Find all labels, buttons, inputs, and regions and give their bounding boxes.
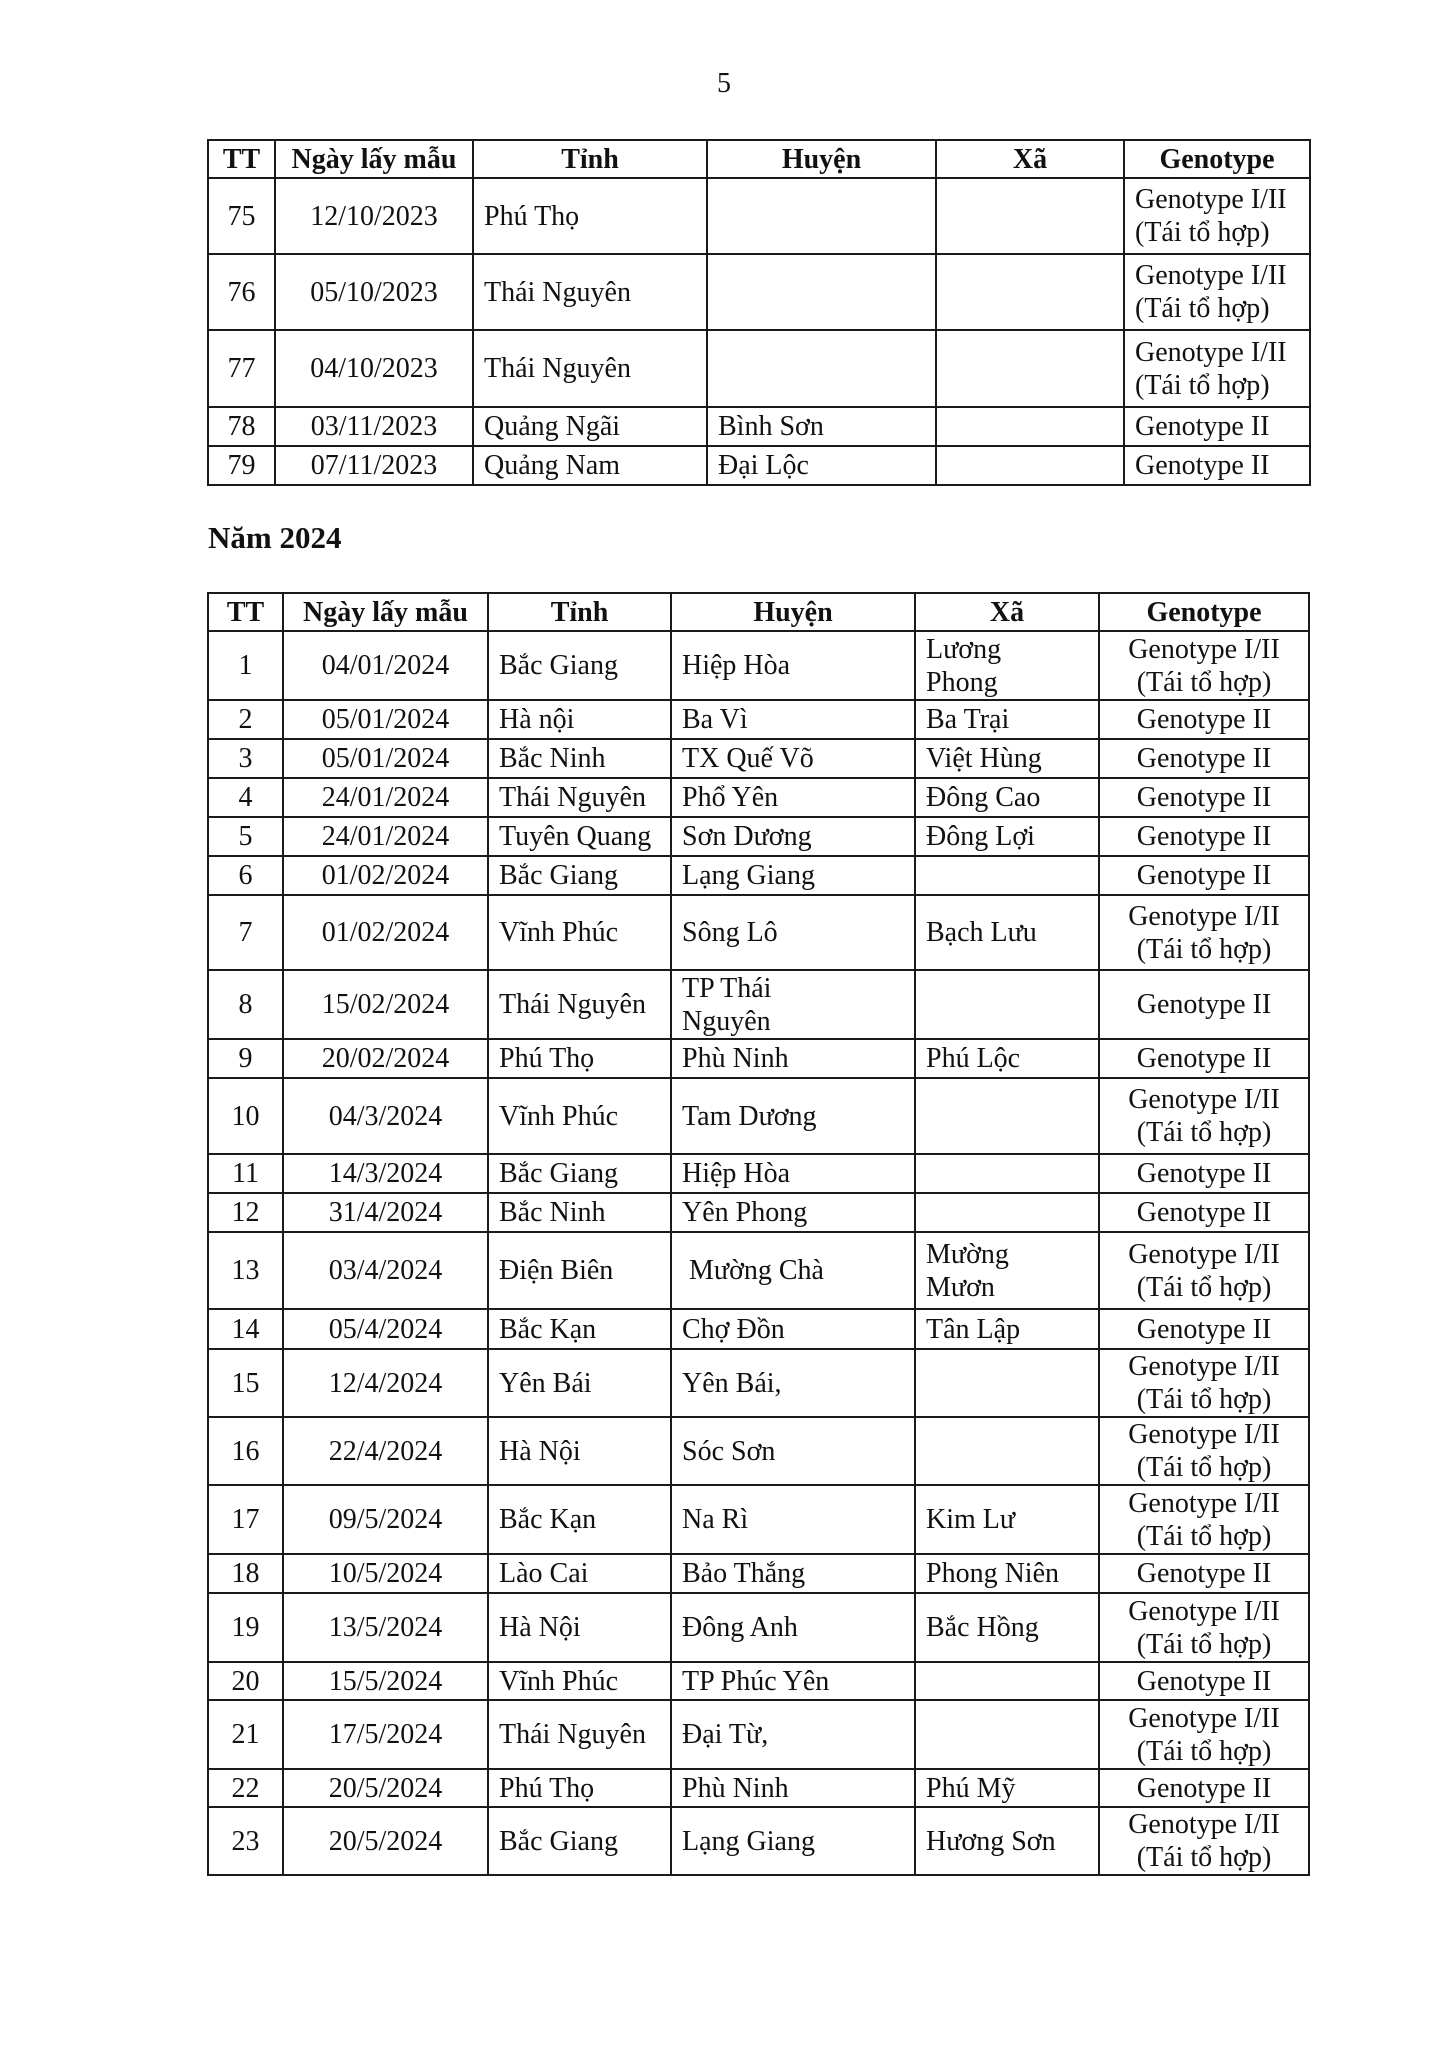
cell-province: Bắc Giang xyxy=(488,631,671,700)
cell-genotype-line: Genotype II xyxy=(1136,1665,1272,1697)
cell-province: Điện Biên xyxy=(488,1232,671,1309)
cell-genotype-line: (Tái tổ hợp) xyxy=(1136,1117,1272,1148)
cell-genotype-line: Genotype II xyxy=(1136,989,1272,1020)
cell-province: Bắc Kạn xyxy=(488,1309,671,1349)
cell-genotype-line: Genotype II xyxy=(1136,782,1272,813)
cell-tt: 78 xyxy=(208,407,275,446)
cell-province: Vĩnh Phúc xyxy=(488,1078,671,1154)
cell-sample-date: 04/01/2024 xyxy=(283,631,488,700)
header-province: Tỉnh xyxy=(473,140,707,178)
cell-province: Hà Nội xyxy=(488,1417,671,1485)
table-row xyxy=(208,895,1309,970)
cell-genotype-line: Genotype II xyxy=(1136,1158,1272,1189)
cell-commune-line: Ba Trại xyxy=(926,704,1010,735)
cell-district-line: Sông Lô xyxy=(682,917,778,948)
cell-sample-date: 15/02/2024 xyxy=(283,970,488,1039)
cell-commune xyxy=(915,1349,1099,1417)
cell-genotype-line: Genotype II xyxy=(1136,1313,1272,1345)
cell-genotype xyxy=(1099,1700,1309,1769)
cell-district-line: Phù Ninh xyxy=(682,1772,789,1804)
cell-district xyxy=(707,330,936,407)
cell-province: Thái Nguyên xyxy=(473,330,707,407)
cell-district-line: Bảo Thắng xyxy=(682,1558,806,1589)
cell-tt: 75 xyxy=(208,178,275,254)
cell-district xyxy=(707,254,936,330)
cell-district-line: Ba Vì xyxy=(682,704,748,735)
cell-district xyxy=(671,1309,915,1349)
cell-commune-line: Phú Lộc xyxy=(926,1043,1021,1074)
cell-commune xyxy=(915,1662,1099,1700)
cell-sample-date: 04/10/2023 xyxy=(275,330,473,407)
cell-tt: 6 xyxy=(208,856,283,895)
table-row xyxy=(208,739,1309,778)
cell-district-line: TX Quế Võ xyxy=(682,743,814,774)
cell-tt: 23 xyxy=(208,1807,283,1875)
table-row xyxy=(208,970,1309,1039)
cell-commune-line: Phong Niên xyxy=(926,1558,1059,1589)
cell-province: Quảng Ngãi xyxy=(473,407,707,446)
cell-district-line: Na Rì xyxy=(682,1504,749,1535)
header-sample-date: Ngày lấy mẫu xyxy=(275,140,473,178)
cell-commune xyxy=(915,817,1099,856)
cell-district xyxy=(671,856,915,895)
cell-tt: 19 xyxy=(208,1593,283,1662)
cell-commune-line: Việt Hùng xyxy=(926,743,1042,774)
cell-district xyxy=(671,1154,915,1193)
cell-genotype-line: Genotype I/II xyxy=(1128,1487,1280,1519)
cell-genotype-line: (Tái tổ hợp) xyxy=(1136,1271,1272,1303)
cell-district-line: Đại Từ, xyxy=(682,1719,769,1750)
cell-commune-line: Đông Cao xyxy=(926,782,1041,813)
cell-province: Vĩnh Phúc xyxy=(488,1662,671,1700)
cell-genotype-line: Genotype II xyxy=(1135,411,1270,442)
cell-sample-date: 31/4/2024 xyxy=(283,1193,488,1232)
genotype-table-2023 xyxy=(207,139,1311,486)
cell-commune-line: Bắc Hồng xyxy=(926,1612,1039,1643)
cell-genotype-line: Genotype I/II xyxy=(1128,1351,1280,1382)
cell-province: Thái Nguyên xyxy=(488,778,671,817)
cell-commune xyxy=(915,1554,1099,1593)
table-row xyxy=(208,631,1309,700)
table-row xyxy=(208,407,1310,446)
cell-genotype xyxy=(1099,1039,1309,1078)
cell-tt: 12 xyxy=(208,1193,283,1232)
header-sample-date: Ngày lấy mẫu xyxy=(283,593,488,631)
table-row xyxy=(208,1154,1309,1193)
cell-sample-date: 20/5/2024 xyxy=(283,1769,488,1807)
cell-district-line: Sơn Dương xyxy=(682,821,812,852)
cell-commune xyxy=(915,700,1099,739)
table-row xyxy=(208,446,1310,485)
table-row xyxy=(208,778,1309,817)
cell-genotype xyxy=(1099,970,1309,1039)
cell-genotype-line: (Tái tổ hợp) xyxy=(1136,1735,1272,1767)
table-row xyxy=(208,1193,1309,1232)
cell-commune-line: Tân Lập xyxy=(926,1313,1021,1345)
cell-tt: 5 xyxy=(208,817,283,856)
cell-commune-line: Mươn xyxy=(926,1271,995,1303)
header-district: Huyện xyxy=(707,140,936,178)
cell-province: Vĩnh Phúc xyxy=(488,895,671,970)
cell-genotype xyxy=(1099,700,1309,739)
cell-genotype xyxy=(1124,330,1310,407)
cell-genotype xyxy=(1099,895,1309,970)
cell-genotype-line: (Tái tổ hợp) xyxy=(1135,293,1270,324)
cell-sample-date: 07/11/2023 xyxy=(275,446,473,485)
cell-tt: 9 xyxy=(208,1039,283,1078)
header-province: Tỉnh xyxy=(488,593,671,631)
cell-sample-date: 13/5/2024 xyxy=(283,1593,488,1662)
table-row xyxy=(208,1417,1309,1485)
cell-district xyxy=(671,1193,915,1232)
cell-sample-date: 12/10/2023 xyxy=(275,178,473,254)
cell-tt: 17 xyxy=(208,1485,283,1554)
cell-tt: 77 xyxy=(208,330,275,407)
cell-sample-date: 04/3/2024 xyxy=(283,1078,488,1154)
cell-genotype-line: Genotype II xyxy=(1136,1772,1272,1804)
cell-commune-line: Hương Sơn xyxy=(926,1825,1056,1857)
cell-genotype-line: Genotype II xyxy=(1136,743,1272,774)
cell-genotype-line: Genotype II xyxy=(1136,704,1272,735)
cell-district xyxy=(671,1349,915,1417)
cell-genotype xyxy=(1124,446,1310,485)
cell-district-line: Mường Chà xyxy=(682,1255,824,1286)
cell-genotype-line: (Tái tổ hợp) xyxy=(1136,1384,1272,1415)
cell-commune xyxy=(936,178,1124,254)
cell-district-line: Phổ Yên xyxy=(682,782,779,813)
cell-genotype xyxy=(1099,1154,1309,1193)
header-district: Huyện xyxy=(671,593,915,631)
cell-tt: 8 xyxy=(208,970,283,1039)
cell-commune-line: Lương xyxy=(926,633,1002,665)
cell-district xyxy=(671,817,915,856)
cell-district-line: Lạng Giang xyxy=(682,860,815,891)
cell-district: Đại Lộc xyxy=(707,446,936,485)
cell-genotype-line: Genotype II xyxy=(1136,821,1272,852)
cell-sample-date: 03/11/2023 xyxy=(275,407,473,446)
cell-district xyxy=(671,970,915,1039)
cell-commune-line: Bạch Lưu xyxy=(926,917,1037,948)
cell-province: Bắc Kạn xyxy=(488,1485,671,1554)
cell-district-line: Hiệp Hòa xyxy=(682,650,791,681)
cell-sample-date: 17/5/2024 xyxy=(283,1700,488,1769)
cell-district xyxy=(671,1078,915,1154)
table-row xyxy=(208,817,1309,856)
table-row xyxy=(208,1039,1309,1078)
cell-tt: 13 xyxy=(208,1232,283,1309)
cell-province: Bắc Giang xyxy=(488,1154,671,1193)
table-row xyxy=(208,254,1310,330)
cell-sample-date: 20/5/2024 xyxy=(283,1807,488,1875)
cell-genotype xyxy=(1099,1232,1309,1309)
cell-district-line: Yên Bái, xyxy=(682,1367,782,1399)
cell-tt: 16 xyxy=(208,1417,283,1485)
cell-sample-date: 05/10/2023 xyxy=(275,254,473,330)
genotype-table-2024 xyxy=(207,592,1310,1876)
cell-genotype xyxy=(1099,1485,1309,1554)
cell-genotype xyxy=(1124,178,1310,254)
table-header-row xyxy=(208,593,1309,631)
cell-district xyxy=(671,631,915,700)
cell-district xyxy=(671,700,915,739)
cell-district xyxy=(671,1039,915,1078)
cell-province: Phú Thọ xyxy=(488,1769,671,1807)
table-row xyxy=(208,330,1310,407)
cell-district-line: Lạng Giang xyxy=(682,1825,815,1857)
cell-tt: 3 xyxy=(208,739,283,778)
cell-sample-date: 24/01/2024 xyxy=(283,817,488,856)
table-row xyxy=(208,1554,1309,1593)
cell-province: Bắc Ninh xyxy=(488,1193,671,1232)
cell-genotype xyxy=(1124,407,1310,446)
cell-genotype xyxy=(1099,1807,1309,1875)
cell-commune-line: Phú Mỹ xyxy=(926,1772,1016,1804)
cell-genotype xyxy=(1099,1417,1309,1485)
cell-genotype-line: (Tái tổ hợp) xyxy=(1135,369,1270,401)
cell-district xyxy=(671,1769,915,1807)
cell-province: Lào Cai xyxy=(488,1554,671,1593)
cell-district-line: Đông Anh xyxy=(682,1612,798,1643)
table-row xyxy=(208,1662,1309,1700)
cell-tt: 11 xyxy=(208,1154,283,1193)
cell-district xyxy=(671,1807,915,1875)
cell-genotype-line: Genotype I/II xyxy=(1128,1702,1280,1734)
cell-tt: 22 xyxy=(208,1769,283,1807)
cell-genotype xyxy=(1124,254,1310,330)
cell-sample-date: 20/02/2024 xyxy=(283,1039,488,1078)
cell-province: Thái Nguyên xyxy=(488,970,671,1039)
cell-province: Hà Nội xyxy=(488,1593,671,1662)
cell-district xyxy=(707,178,936,254)
cell-district xyxy=(671,1485,915,1554)
cell-genotype xyxy=(1099,1769,1309,1807)
cell-district xyxy=(671,739,915,778)
cell-province: Bắc Ninh xyxy=(488,739,671,778)
cell-commune-line: Mường xyxy=(926,1238,1009,1270)
cell-commune xyxy=(936,407,1124,446)
cell-district xyxy=(671,1700,915,1769)
cell-genotype xyxy=(1099,1662,1309,1700)
table-row xyxy=(208,700,1309,739)
cell-district-line: Tam Dương xyxy=(682,1100,817,1132)
table-row xyxy=(208,1593,1309,1662)
cell-district xyxy=(671,1662,915,1700)
cell-genotype xyxy=(1099,778,1309,817)
cell-district xyxy=(671,1593,915,1662)
table-row xyxy=(208,1232,1309,1309)
cell-district-line: Hiệp Hòa xyxy=(682,1158,791,1189)
cell-sample-date: 12/4/2024 xyxy=(283,1349,488,1417)
cell-tt: 4 xyxy=(208,778,283,817)
cell-province: Thái Nguyên xyxy=(473,254,707,330)
cell-commune xyxy=(915,1078,1099,1154)
cell-sample-date: 14/3/2024 xyxy=(283,1154,488,1193)
cell-province: Yên Bái xyxy=(488,1349,671,1417)
cell-genotype-line: Genotype I/II xyxy=(1135,260,1287,291)
cell-genotype-line: Genotype I/II xyxy=(1128,633,1280,665)
cell-genotype xyxy=(1099,1078,1309,1154)
cell-genotype xyxy=(1099,1349,1309,1417)
cell-genotype-line: Genotype II xyxy=(1136,1043,1272,1074)
table-row xyxy=(208,856,1309,895)
cell-district-line: Phù Ninh xyxy=(682,1043,789,1074)
cell-district-line: TP Thái xyxy=(682,972,772,1004)
cell-genotype-line: Genotype I/II xyxy=(1135,184,1287,215)
cell-genotype-line: (Tái tổ hợp) xyxy=(1135,217,1270,248)
header-commune: Xã xyxy=(936,140,1124,178)
cell-genotype-line: Genotype I/II xyxy=(1128,900,1280,932)
cell-commune xyxy=(915,1593,1099,1662)
cell-tt: 14 xyxy=(208,1309,283,1349)
cell-genotype xyxy=(1099,739,1309,778)
cell-genotype xyxy=(1099,856,1309,895)
table-row xyxy=(208,1078,1309,1154)
cell-province: Phú Thọ xyxy=(473,178,707,254)
cell-commune xyxy=(915,778,1099,817)
cell-district-line: TP Phúc Yên xyxy=(682,1665,830,1697)
cell-sample-date: 10/5/2024 xyxy=(283,1554,488,1593)
cell-district-line: Nguyên xyxy=(682,1005,771,1037)
cell-province: Thái Nguyên xyxy=(488,1700,671,1769)
table-row xyxy=(208,1769,1309,1807)
cell-commune xyxy=(915,1039,1099,1078)
cell-district xyxy=(671,1417,915,1485)
cell-genotype-line: Genotype I/II xyxy=(1128,1084,1280,1115)
cell-commune xyxy=(915,1154,1099,1193)
header-genotype: Genotype xyxy=(1124,140,1310,178)
cell-genotype-line: Genotype I/II xyxy=(1128,1238,1280,1270)
cell-genotype-line: Genotype I/II xyxy=(1128,1809,1280,1840)
cell-genotype xyxy=(1099,817,1309,856)
table-row xyxy=(208,1807,1309,1875)
cell-tt: 20 xyxy=(208,1662,283,1700)
cell-genotype-line: Genotype I/II xyxy=(1135,336,1287,368)
cell-genotype-line: Genotype I/II xyxy=(1128,1419,1280,1450)
cell-commune xyxy=(915,895,1099,970)
cell-tt: 10 xyxy=(208,1078,283,1154)
cell-genotype xyxy=(1099,1193,1309,1232)
cell-district-line: Yên Phong xyxy=(682,1197,808,1228)
cell-sample-date: 05/4/2024 xyxy=(283,1309,488,1349)
cell-commune-line: Phong xyxy=(926,666,998,698)
cell-sample-date: 15/5/2024 xyxy=(283,1662,488,1700)
cell-genotype xyxy=(1099,1309,1309,1349)
header-tt: TT xyxy=(208,593,283,631)
cell-district: Bình Sơn xyxy=(707,407,936,446)
cell-commune xyxy=(915,856,1099,895)
cell-province: Quảng Nam xyxy=(473,446,707,485)
cell-district xyxy=(671,895,915,970)
cell-sample-date: 01/02/2024 xyxy=(283,856,488,895)
table-row xyxy=(208,1485,1309,1554)
cell-sample-date: 01/02/2024 xyxy=(283,895,488,970)
table-row xyxy=(208,1349,1309,1417)
cell-tt: 2 xyxy=(208,700,283,739)
cell-tt: 1 xyxy=(208,631,283,700)
header-tt: TT xyxy=(208,140,275,178)
cell-district xyxy=(671,778,915,817)
cell-genotype xyxy=(1099,631,1309,700)
table-row xyxy=(208,1700,1309,1769)
cell-commune xyxy=(915,1309,1099,1349)
cell-tt: 18 xyxy=(208,1554,283,1593)
table-row xyxy=(208,1309,1309,1349)
cell-tt: 7 xyxy=(208,895,283,970)
section-heading-2024: Năm 2024 xyxy=(208,520,342,555)
cell-tt: 79 xyxy=(208,446,275,485)
cell-genotype-line: Genotype I/II xyxy=(1128,1595,1280,1627)
cell-genotype-line: (Tái tổ hợp) xyxy=(1136,1628,1272,1660)
cell-tt: 15 xyxy=(208,1349,283,1417)
cell-genotype-line: Genotype II xyxy=(1136,1558,1272,1589)
cell-commune-line: Đông Lợi xyxy=(926,821,1035,852)
cell-commune xyxy=(915,1193,1099,1232)
cell-sample-date: 24/01/2024 xyxy=(283,778,488,817)
cell-province: Tuyên Quang xyxy=(488,817,671,856)
cell-genotype-line: Genotype II xyxy=(1136,860,1272,891)
cell-sample-date: 03/4/2024 xyxy=(283,1232,488,1309)
header-genotype: Genotype xyxy=(1099,593,1309,631)
cell-genotype-line: Genotype II xyxy=(1135,450,1270,481)
cell-province: Bắc Giang xyxy=(488,856,671,895)
cell-commune xyxy=(936,446,1124,485)
header-commune: Xã xyxy=(915,593,1099,631)
cell-commune xyxy=(936,330,1124,407)
cell-province: Bắc Giang xyxy=(488,1807,671,1875)
cell-sample-date: 05/01/2024 xyxy=(283,700,488,739)
table-header-row xyxy=(208,140,1310,178)
cell-province: Hà nội xyxy=(488,700,671,739)
cell-sample-date: 09/5/2024 xyxy=(283,1485,488,1554)
cell-genotype-line: (Tái tổ hợp) xyxy=(1136,933,1272,965)
cell-genotype-line: Genotype II xyxy=(1136,1197,1272,1228)
cell-district xyxy=(671,1554,915,1593)
cell-commune xyxy=(915,1807,1099,1875)
cell-tt: 21 xyxy=(208,1700,283,1769)
cell-district xyxy=(671,1232,915,1309)
cell-commune xyxy=(936,254,1124,330)
cell-tt: 76 xyxy=(208,254,275,330)
cell-genotype xyxy=(1099,1554,1309,1593)
cell-commune xyxy=(915,970,1099,1039)
cell-genotype-line: (Tái tổ hợp) xyxy=(1136,1842,1272,1873)
cell-genotype-line: (Tái tổ hợp) xyxy=(1136,1452,1272,1483)
cell-genotype xyxy=(1099,1593,1309,1662)
page-number: 5 xyxy=(717,68,731,99)
cell-sample-date: 05/01/2024 xyxy=(283,739,488,778)
cell-district-line: Chợ Đồn xyxy=(682,1313,785,1345)
cell-commune xyxy=(915,631,1099,700)
cell-genotype-line: (Tái tổ hợp) xyxy=(1136,1520,1272,1552)
cell-commune xyxy=(915,1417,1099,1485)
cell-sample-date: 22/4/2024 xyxy=(283,1417,488,1485)
cell-district-line: Sóc Sơn xyxy=(682,1435,776,1467)
cell-commune xyxy=(915,1700,1099,1769)
cell-genotype-line: (Tái tổ hợp) xyxy=(1136,666,1272,698)
cell-commune xyxy=(915,1769,1099,1807)
cell-province: Phú Thọ xyxy=(488,1039,671,1078)
cell-commune-line: Kim Lư xyxy=(926,1504,1016,1535)
cell-commune xyxy=(915,1485,1099,1554)
table-row xyxy=(208,178,1310,254)
cell-commune xyxy=(915,739,1099,778)
cell-commune xyxy=(915,1232,1099,1309)
